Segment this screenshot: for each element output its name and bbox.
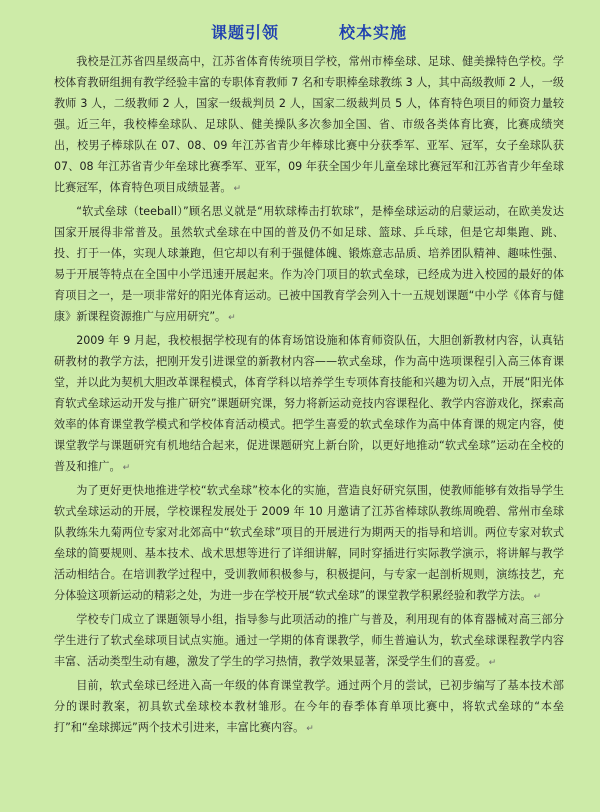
paragraph-text: 学校专门成立了课题领导小组，指导参与此项活动的推广与普及，利用现有的体育器械对高三部分学生进行了软式垒球项目试点实施。通过一学期的体育课教学，师生普遍认为，软式垒球课程教学内容丰富、活动类型生动有趣，激发了学生的学习热情，教学效果显著，深受学生们的喜爱。 <box>54 613 564 668</box>
paragraph-1 <box>54 51 564 200</box>
document-title <box>54 20 564 43</box>
title-part-2: 校本实施 <box>339 23 408 42</box>
paragraph-4 <box>54 480 564 608</box>
paragraph-text: “软式垒球（teeball）”顾名思义就是“用软球棒击打软球”，是棒垒球运动的启蒙运动，在欧美发达国家开展得非常普及。虽然软式垒球在中国的普及仍不如足球、篮球、乒乓球，但是它却集跑、跳、投、打于一体，实现人球兼跑，但它却以有利于强健体魄、锻炼意志品质、培养团队精神、趣味性强、易于开展等特点在全国中小学迅速开展起来。作为冷门项目的软式垒球，已经成为进入校园的最好的体育项目之一，是一项非常好的阳光体育运动。已被中国教育学会列入十一五规划课题“中小学《体育与健康》新课程资源推广与应用研究”。 <box>54 205 564 323</box>
paragraph-text: 我校是江苏省四星级高中，江苏省体育传统项目学校，常州市棒垒球、足球、健美操特色学校。学校体育教研组拥有教学经验丰富的专职体育教师 7 名和专职棒垒球教练 3 人，其中高级教师 2 人，一级教师 3 人，二级教师 2 人，国家一级裁判员 2 人，国家二级裁判员 5 人，体育特色项目的师资力量较强。近三年，我校棒垒球队、足球队、健美操队多次参加全国、省、市级各类体育比赛，比赛成绩突出，校男子棒球队在 07、08、09 年江苏省青少年棒球比赛中分获季军、亚军、冠军，女子垒球队获 07、08 年江苏省青少年垒球比赛季军、亚军，09 年获全国少年儿童垒球比赛冠军和江苏省青少年垒球比赛冠军，体育特色项目成绩显著。 <box>54 55 564 194</box>
paragraph-text: 为了更好更快地推进学校“软式垒球”校本化的实施，营造良好研究氛围，使教师能够有效指导学生软式垒球运动的开展，学校课程发展处于 2009 年 10 月邀请了江苏省棒球队教练周晚碧、常州市垒球队教练朱九菊两位专家对北郊高中“软式垒球”项目的开展进行为期两天的指导和培训。两位专家对软式垒球的简要规则、基本技术、战术思想等进行了详细讲解，同时穿插进行实际教学演示，将讲解与教学活动相结合。在培训教学过程中，受训教师积极参与，积极提问，与专家一起剖析规则，演练技艺，充分体验这项新运动的精彩之处，为进一步在学校开展“软式垒球”的课堂教学积累经验和教学方法。 <box>54 484 564 602</box>
paragraph-mark-icon: ↵ <box>233 184 242 194</box>
paragraph-text: 目前，软式垒球已经进入高一年级的体育课堂教学。通过两个月的尝试，已初步编写了基本技术部分的课时教案，初具软式垒球校本教材雏形。在今年的春季体育单项比赛中，将软式垒球的“本垒打”和“垒球掷远”两个技术引进来，丰富比赛内容。 <box>54 679 564 734</box>
paragraph-mark-icon: ↵ <box>306 724 314 734</box>
paragraph-3 <box>54 330 564 479</box>
paragraph-2 <box>54 201 564 329</box>
title-part-1: 课题引领 <box>210 23 279 42</box>
paragraph-mark-icon: ↵ <box>533 592 541 602</box>
paragraph-mark-icon: ↵ <box>488 658 497 668</box>
paragraph-text: 2009 年 9 月起，我校根据学校现有的体育场馆设施和体育师资队伍，大胆创新教材内容，认真钻研教材的教学方法，把刚开发引进课堂的新教材内容——软式垒球，作为高中选项课程引入高三体育课堂，并以此为契机大胆改革课程模式，体育学科以培养学生专项体育技能和兴趣为切入点，开展“阳光体育软式垒球运动开发与推广研究”课题研究课，努力将新运动竞技内容课程化、教学内容游戏化，探索高效率的体育课堂教学模式和学校体育活动模式。把学生喜爱的软式垒球作为高中体育课的规定内容，使课堂教学与课题研究有机地结合起来，促进课题研究上新台阶，以更好地推动“软式垒球”运动在全校的普及和推广。 <box>54 334 564 473</box>
paragraph-6 <box>54 675 564 740</box>
paragraph-mark-icon: ↵ <box>122 463 131 473</box>
paragraph-5 <box>54 609 564 674</box>
paragraph-mark-icon: ↵ <box>228 313 236 323</box>
